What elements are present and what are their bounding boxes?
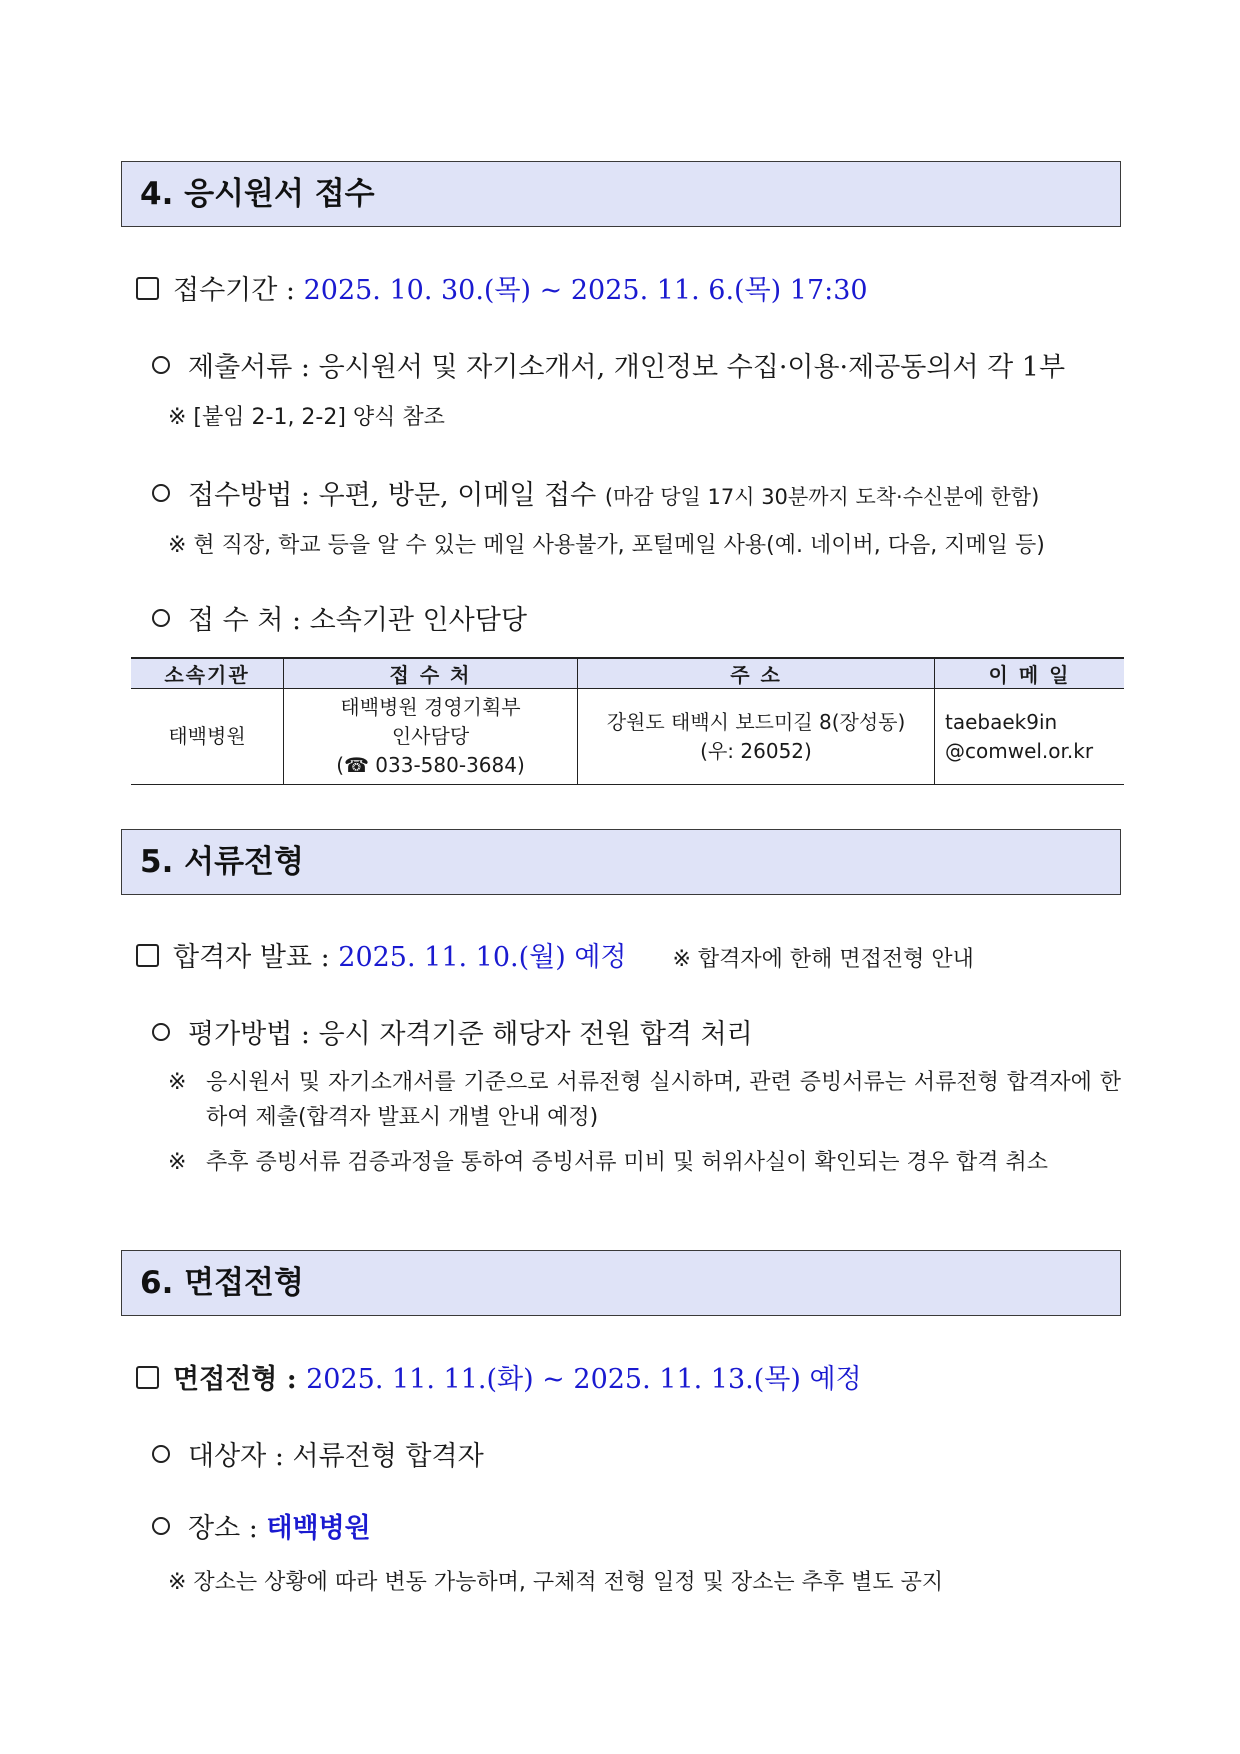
interview-period-value: 2025. 11. 11.(화) ~ 2025. 11. 13.(목) 예정 — [306, 1364, 862, 1395]
col-header-org: 소속기관 — [131, 658, 284, 689]
table-header-row — [131, 658, 1124, 689]
eval-note-2 — [168, 1145, 1121, 1180]
table-row — [131, 689, 1124, 785]
cell-org: 태백병원 — [131, 689, 284, 785]
section-5-header: 5. 서류전형 — [121, 829, 1121, 895]
receipt-method-note: ※ 현 직장, 학교 등을 알 수 있는 메일 사용불가, 포털메일 사용(예. 네이버, 다음, 지메일 등) — [168, 533, 1045, 558]
submit-docs-text: 제출서류 : 응시원서 및 자기소개서, 개인정보 수집·이용·제공동의서 각 1부 — [188, 352, 1066, 383]
cell-recv-phone: (☎ 033-580-3684) — [336, 753, 525, 777]
eval-note-1 — [168, 1065, 1121, 1135]
cell-email — [935, 689, 1125, 785]
interview-target — [152, 1434, 484, 1473]
submit-docs — [152, 345, 1065, 384]
cell-recv-line2: 인사담당 — [391, 724, 470, 748]
circle-bullet-icon — [152, 356, 170, 374]
receipt-method — [152, 473, 1039, 512]
col-header-addr: 주 소 — [578, 658, 935, 689]
square-bullet-icon — [136, 944, 159, 967]
eval-method — [152, 1012, 753, 1051]
interview-place-label: 장소 : — [188, 1513, 267, 1544]
cell-recv-line1: 태백병원 경영기획부 — [340, 695, 521, 719]
interview-place-value: 태백병원 — [266, 1513, 371, 1544]
col-header-email: 이 메 일 — [935, 658, 1125, 689]
circle-bullet-icon — [152, 1517, 170, 1535]
cell-email-line2: @comwel.or.kr — [945, 738, 1094, 763]
section-6-header: 6. 면접전형 — [121, 1250, 1121, 1316]
cell-addr-line1: 강원도 태백시 보드미길 8(장성동) — [606, 709, 906, 734]
receipt-period-label: 접수기간 : — [173, 275, 304, 306]
section-4-header: 4. 응시원서 접수 — [121, 161, 1121, 227]
interview-place — [152, 1506, 371, 1545]
interview-period-label: 면접전형 : — [173, 1364, 307, 1395]
receipt-table — [131, 657, 1124, 785]
receipt-method-deadline: (마감 당일 17시 30분까지 도착·수신분에 한함) — [604, 485, 1040, 509]
cell-email-line1: taebaek9in — [945, 709, 1058, 734]
reference-mark-icon: ※ — [168, 1070, 187, 1095]
pass-announcement-note: ※ 합격자에 한해 면접전형 안내 — [672, 947, 974, 972]
reference-mark-icon: ※ — [168, 1150, 187, 1175]
receipt-place-text: 접 수 처 : 소속기관 인사담당 — [188, 605, 527, 636]
circle-bullet-icon — [152, 1023, 170, 1041]
receipt-period — [136, 268, 868, 307]
circle-bullet-icon — [152, 484, 170, 502]
square-bullet-icon — [136, 277, 159, 300]
receipt-place — [152, 598, 527, 637]
circle-bullet-icon — [152, 609, 170, 627]
interview-target-text: 대상자 : 서류전형 합격자 — [188, 1441, 484, 1472]
pass-announcement-label: 합격자 발표 : — [173, 942, 339, 973]
circle-bullet-icon — [152, 1445, 170, 1463]
cell-addr-line2: (우: 26052) — [700, 738, 812, 763]
submit-docs-note: ※ [붙임 2-1, 2-2] 양식 참조 — [168, 405, 445, 430]
pass-announcement-value: 2025. 11. 10.(월) 예정 — [338, 942, 627, 973]
eval-note-2-text: 추후 증빙서류 검증과정을 통하여 증빙서류 미비 및 허위사실이 확인되는 경우 합격 취소 — [206, 1150, 1048, 1175]
interview-period — [136, 1357, 862, 1396]
square-bullet-icon — [136, 1366, 159, 1389]
receipt-period-value: 2025. 10. 30.(목) ~ 2025. 11. 6.(목) 17:30 — [303, 275, 868, 306]
receipt-method-text: 접수방법 : 우편, 방문, 이메일 접수 — [188, 480, 605, 511]
col-header-recv: 접 수 처 — [284, 658, 578, 689]
pass-announcement — [136, 935, 974, 974]
cell-addr — [578, 689, 935, 785]
cell-recv — [284, 689, 578, 785]
eval-method-text: 평가방법 : 응시 자격기준 해당자 전원 합격 처리 — [188, 1019, 753, 1050]
eval-note-1-text: 응시원서 및 자기소개서를 기준으로 서류전형 실시하며, 관련 증빙서류는 서류전형 합격자에 한하여 제출(합격자 발표시 개별 안내 예정) — [206, 1070, 1121, 1130]
interview-place-note: ※ 장소는 상황에 따라 변동 가능하며, 구체적 전형 일정 및 장소는 추후 별도 공지 — [168, 1570, 944, 1595]
